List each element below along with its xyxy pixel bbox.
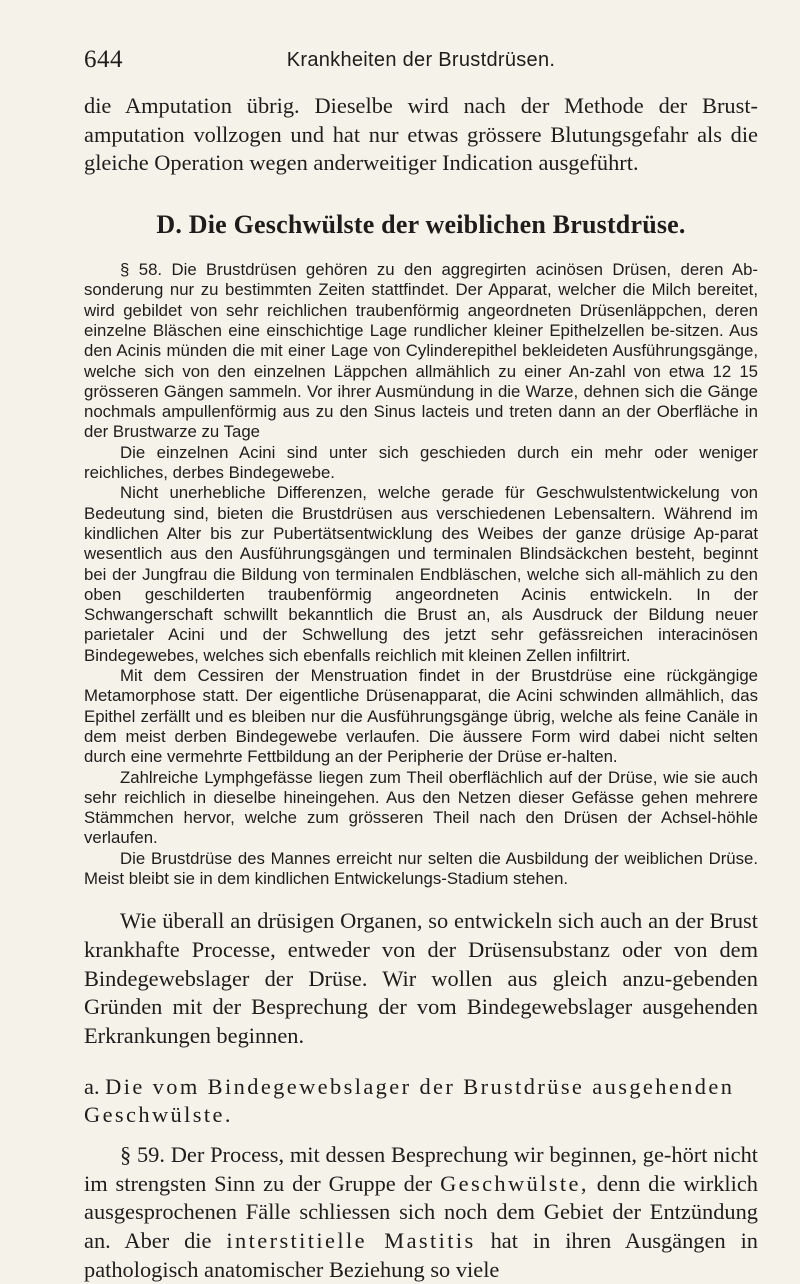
paragraph-differences: Nicht unerhebliche Differenzen, welche gerade für Geschwulstentwickelung von Bedeutung sind, bieten die Brustdrüsen aus verschiedenen Lebensaltern. Während im kindlichen Alter bis zur Pubertätsentwicklung des Weibes der ganze drüsige Ap-parat wesentlich aus den Ausführungsgängen und terminalen Blindsäckchen besteht, beginnt bei der Jungfrau die Bildung von terminalen Endbläschen, welche sich all-mählich zu den oben geschilderten traubenförmig angeordneten Acinis entwickeln. In der Schwangerschaft schwillt bekanntlich die Brust an, als Ausdruck der Bildung neuer parietaler Acini und der Schwellung des jetzt sehr gefässreichen interacinösen Bindegewebes, welches sich ebenfalls reichlich mit kleinen Zellen infiltrirt.: [84, 483, 758, 665]
section-letter: D.: [156, 210, 183, 240]
p59-emphasis-geschwuelste: Geschwülste,: [440, 1170, 589, 1196]
subsection-title: Die vom Bindegewebslager der Brustdrüse ausgehenden Geschwülste.: [84, 1073, 735, 1127]
p59-middle: denn die wirklich ausgesprochenen Fälle schliessen sich noch dem Gebiet der Entzündung an. Aber die: [84, 1170, 758, 1253]
paragraph-menstruation: Mit dem Cessiren der Menstruation findet in der Brustdrüse eine rückgängige Metamorphose statt. Der eigentliche Drüsenapparat, die Acini schwinden allmählich, das Epithel zerfällt und es bleiben nur die Ausführungsgänge übrig, welche als feine Canäle in dem meist derben Bindegewebe verlaufen. Die äussere Form wird dabei nicht selten durch eine vermehrte Fettbildung an der Peripherie der Drüse er-halten.: [84, 666, 758, 767]
paragraph-lymph: Zahlreiche Lymphgefässe liegen zum Theil oberflächlich auf der Drüse, wie sie auch sehr reichlich in dieselbe hineingehen. Aus den Netzen dieser Gefässe gehen mehrere Stämmchen hervor, welche zum grösseren Theil nach den Drüsen der Achsel-höhle verlaufen.: [84, 767, 758, 848]
paragraph-acini: Die einzelnen Acini sind unter sich geschieden durch ein mehr oder weniger reichliches, derbes Bindegewebe.: [84, 442, 758, 483]
paragraph-59: [84, 1141, 758, 1284]
intro-paragraph: die Amputation übrig. Dieselbe wird nach der Methode der Brust-amputation vollzogen und hat nur etwas grössere Blutungsgefahr als die gleiche Operation wegen anderweitiger Indication ausgeführt.: [84, 93, 758, 176]
running-header: [84, 46, 758, 86]
p59-tail: hat in ihren Ausgängen in pathologisch anatomischer Beziehung so viele: [84, 1227, 758, 1282]
p59-emphasis-mastitis: interstitielle Mastitis: [226, 1227, 476, 1253]
p59-lead: § 59. Der Process, mit dessen Besprechung wir beginnen, ge-hört nicht im strengsten Sinn zu der Gruppe der: [84, 1141, 758, 1196]
section-title: Die Geschwülste der weiblichen Brustdrüse.: [188, 210, 686, 240]
paragraph-male-gland: Die Brustdrüse des Mannes erreicht nur selten die Ausbildung der weiblichen Drüse. Meist bleibt sie in dem kindlichen Entwickelungs-Stadium stehen.: [84, 848, 758, 889]
paragraph-general: Wie überall an drüsigen Organen, so entwickeln sich auch an der Brust krankhafte Processe, entweder von der Drüsensubstanz oder von dem Bindegewebslager der Drüse. Wir wollen aus gleich anzu-gebenden Gründen mit der Besprechung der vom Bindegewebslager ausgehenden Erkrankungen beginnen.: [84, 908, 758, 1049]
subsection-letter: a.: [84, 1073, 100, 1099]
running-title: Krankheiten der Brustdrüsen.: [286, 49, 556, 71]
page-number: 644: [84, 46, 123, 73]
paragraph-58: § 58. Die Brustdrüsen gehören zu den aggregirten acinösen Drüsen, deren Ab-sonderung nur zu bestimmten Zeiten stattfindet. Der Apparat, welcher die Milch bereitet, wird gebildet von sehr reichlichen traubenförmig angeordneten Drüsenläppchen, deren einzelne Bläschen eine einschichtige Lage rundlicher kleiner Epithelzellen be-sitzen. Aus den Acinis münden die mit einer Lage von Cylinderepithel bekleideten Ausführungsgänge, welche sich von den einzelnen Läppchen allmählich zu einer An-zahl von etwa 12 15 grösseren Gängen sammeln. Vor ihrer Ausmündung in die Warze, dehnen sich die Gänge nochmals ampullenförmig aus zu den Sinus lacteis und treten dann an der Oberfläche in der Brustwarze zu Tage: [84, 260, 758, 442]
page-body: [84, 92, 758, 1284]
section-heading-d: [84, 210, 758, 240]
subsection-heading-a: [84, 1073, 758, 1129]
